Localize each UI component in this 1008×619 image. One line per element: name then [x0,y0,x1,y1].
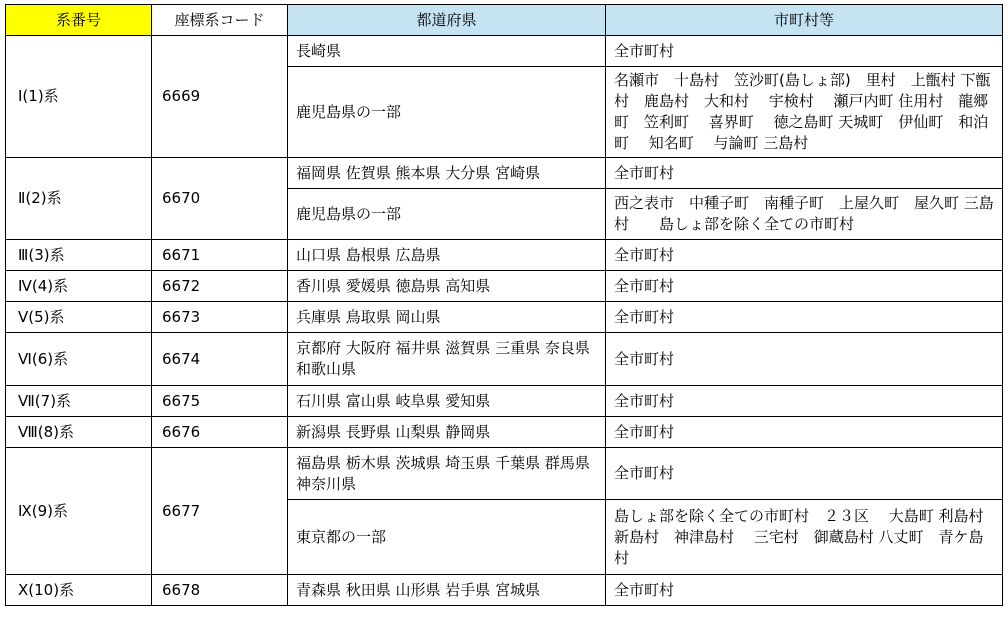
table-row [6,386,1003,417]
municipality-cell: 全市町村 [606,386,1003,417]
system-number: Ⅲ(3)系 [6,240,152,271]
system-number: Ⅴ(5)系 [6,302,152,333]
prefecture-cell: 福島県 栃木県 茨城県 埼玉県 千葉県 群馬県 神奈川県 [288,448,606,500]
system-number: Ⅷ(8)系 [6,417,152,448]
coordinate-code: 6669 [152,36,288,158]
municipality-cell: 全市町村 [606,417,1003,448]
coordinate-system-table [5,4,1003,606]
coordinate-code: 6673 [152,302,288,333]
coordinate-code: 6672 [152,271,288,302]
header-municipality: 市町村等 [606,5,1003,36]
prefecture-cell: 新潟県 長野県 山梨県 静岡県 [288,417,606,448]
municipality-cell: 全市町村 [606,158,1003,189]
table-row [6,36,1003,67]
coordinate-code: 6677 [152,448,288,575]
municipality-cell: 全市町村 [606,271,1003,302]
system-number: Ⅵ(6)系 [6,333,152,386]
header-prefecture: 都道府県 [288,5,606,36]
municipality-cell: 西之表市 中種子町 南種子町 上屋久町 屋久町 三島村 島しょ部を除く全ての市町村 [606,189,1003,240]
system-number: Ⅹ(10)系 [6,575,152,606]
prefecture-cell: 鹿児島県の一部 [288,67,606,158]
municipality-cell: 全市町村 [606,240,1003,271]
system-number: Ⅸ(9)系 [6,448,152,575]
prefecture-cell: 兵庫県 鳥取県 岡山県 [288,302,606,333]
table-row [6,271,1003,302]
table-row [6,158,1003,189]
prefecture-cell: 東京都の一部 [288,500,606,575]
prefecture-cell: 青森県 秋田県 山形県 岩手県 宮城県 [288,575,606,606]
table-row [6,240,1003,271]
system-number: Ⅰ(1)系 [6,36,152,158]
coordinate-code: 6675 [152,386,288,417]
system-number: Ⅳ(4)系 [6,271,152,302]
table-row [6,417,1003,448]
system-number: Ⅱ(2)系 [6,158,152,240]
municipality-cell: 全市町村 [606,448,1003,500]
prefecture-cell: 京都府 大阪府 福井県 滋賀県 三重県 奈良県 和歌山県 [288,333,606,386]
municipality-cell: 全市町村 [606,333,1003,386]
header-row [6,5,1003,36]
system-number: Ⅶ(7)系 [6,386,152,417]
prefecture-cell: 長崎県 [288,36,606,67]
prefecture-cell: 香川県 愛媛県 徳島県 高知県 [288,271,606,302]
prefecture-cell: 鹿児島県の一部 [288,189,606,240]
prefecture-cell: 福岡県 佐賀県 熊本県 大分県 宮崎県 [288,158,606,189]
municipality-cell: 全市町村 [606,302,1003,333]
municipality-cell: 名瀬市 十島村 笠沙町(島しょ部) 里村 上甑村 下甑村 鹿島村 大和村 宇検村 瀬戸内町 住用村 龍郷町 笠利町 喜界町 徳之島町 天城町 伊仙町 和泊町 知名町 与論町 三島村 [606,67,1003,158]
municipality-cell: 島しょ部を除く全ての市町村 ２３区 大島町 利島村 新島村 神津島村 三宅村 御蔵島村 八丈町 青ケ島村 [606,500,1003,575]
prefecture-cell: 石川県 富山県 岐阜県 愛知県 [288,386,606,417]
coordinate-code: 6671 [152,240,288,271]
table-row [6,333,1003,386]
coordinate-code: 6670 [152,158,288,240]
municipality-cell: 全市町村 [606,36,1003,67]
coordinate-code: 6678 [152,575,288,606]
table-row [6,302,1003,333]
prefecture-cell: 山口県 島根県 広島県 [288,240,606,271]
header-system-no: 系番号 [6,5,152,36]
coordinate-code: 6676 [152,417,288,448]
coordinate-code: 6674 [152,333,288,386]
table-row [6,448,1003,500]
table-row [6,575,1003,606]
header-coord-code: 座標系コード [152,5,288,36]
municipality-cell: 全市町村 [606,575,1003,606]
